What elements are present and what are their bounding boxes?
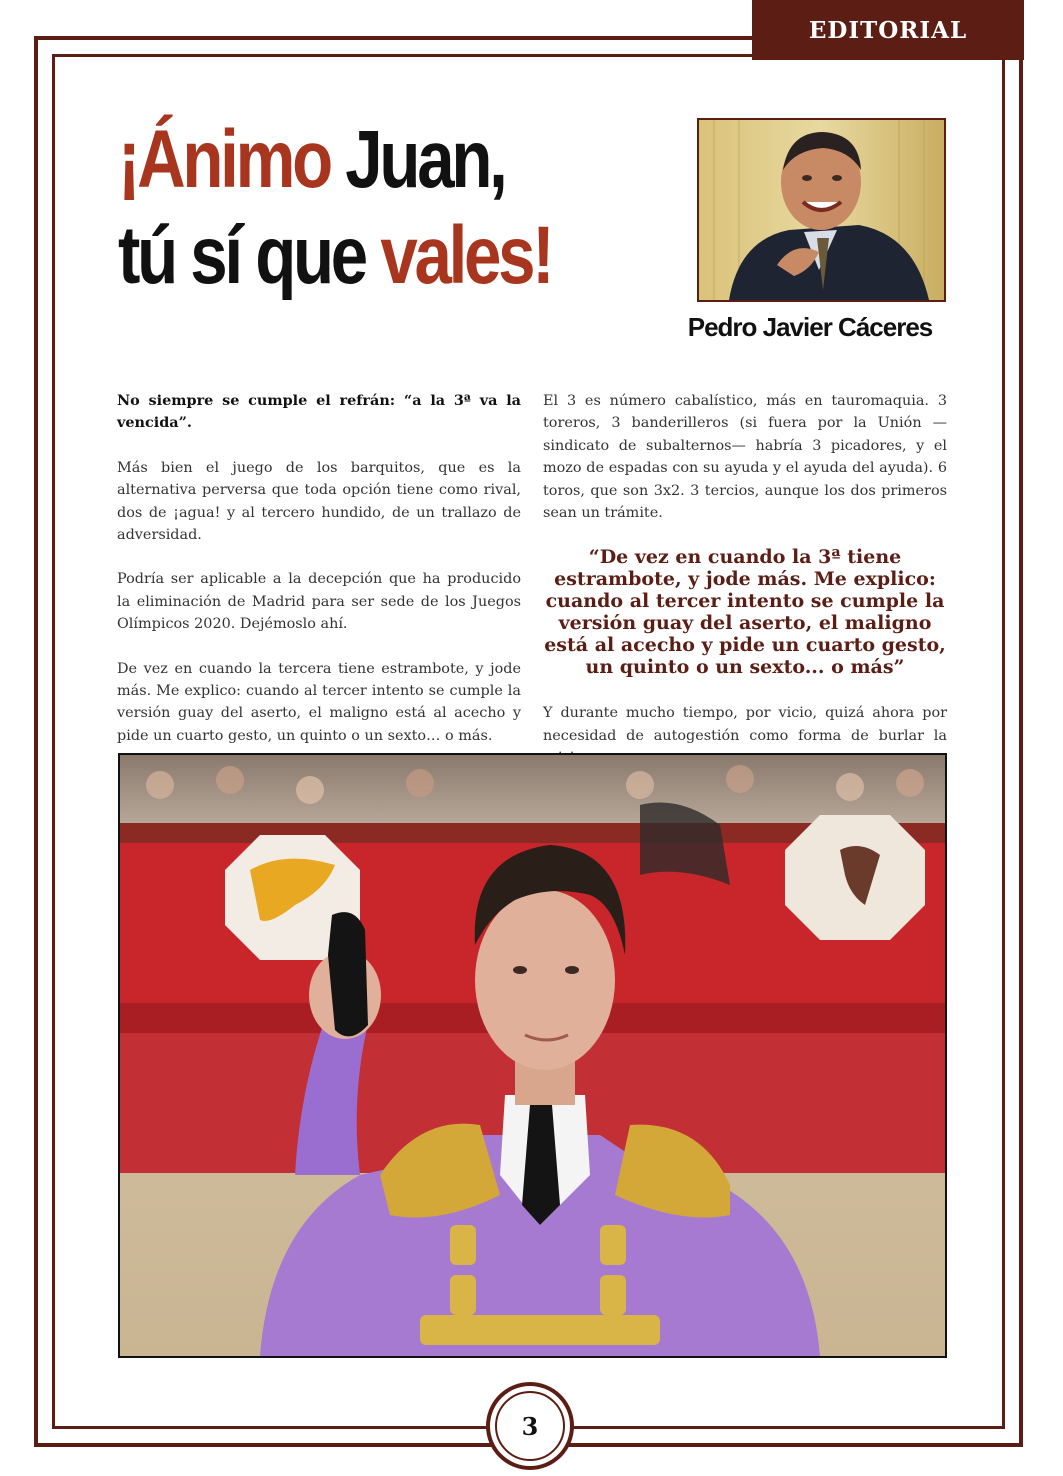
article-column-right: [543, 390, 947, 792]
page-number-badge: [486, 1382, 574, 1470]
bullfighter-photo: [118, 753, 947, 1358]
article-paragraph: Podría ser aplicable a la decepción que ha producido la eliminación de Madrid para ser sede de los Juegos Olímpicos 2020. Dejémoslo ahí.: [117, 571, 521, 633]
article-lead: No siempre se cumple el refrán: “a la 3ª va la vencida”.: [117, 392, 521, 432]
pull-quote: “De vez en cuando la 3ª tiene estrambote, y jode más. Me explico: cuando al tercer intento se cumple la versión guay del aserto, el maligno está al acecho y pide un cuarto gesto, un quinto o un sexto... o más”: [544, 546, 946, 679]
page-number: 3: [495, 1391, 565, 1461]
bullfighter-photo-icon: [120, 755, 945, 1356]
author-portrait-photo: [697, 118, 946, 302]
headline-line-2: [118, 208, 577, 304]
article-paragraph: Y durante mucho tiempo, por vicio, quizá ahora por necesidad de autogestión como forma de burlar la: [543, 705, 947, 744]
article-paragraph: De vez en cuando la tercera tiene estrambote, y jode más. Me explico: cuando al tercer intento se cumple la versión guay del aserto, el maligno está al acecho y pide un cuarto gesto, un quinto o un sexto… o más.: [117, 660, 521, 744]
author-portrait-icon: [699, 120, 944, 300]
article-paragraph: El 3 es número cabalístico, más en tauromaquia. 3 toreros, 3 banderilleros (si fuera por la Unión —sindicato de subalternos— habría 3 picadores, y el mozo de espadas con su ayuda y el ayuda del ayuda). 6 toros, que son 3x2. 3 tercios, aunque los dos primeros sean un trámite.: [543, 393, 947, 522]
headline-dark-word: Juan,: [329, 114, 505, 205]
article-column-left: [117, 390, 521, 769]
headline-line-1: [118, 112, 577, 208]
headline-dark-words: tú sí que: [118, 210, 381, 301]
headline: [118, 112, 577, 304]
section-label: EDITORIAL: [752, 0, 1024, 60]
headline-red-end: vales!: [380, 210, 552, 301]
author-name: Pedro Javier Cáceres: [687, 312, 933, 342]
article-paragraph: Más bien el juego de los barquitos, que es la alternativa perversa que toda opción tiene como rival, dos de ¡agua! y al tercero hundido, de un trallazo de adversidad.: [117, 459, 521, 544]
headline-red-word: ¡Ánimo: [118, 114, 330, 205]
